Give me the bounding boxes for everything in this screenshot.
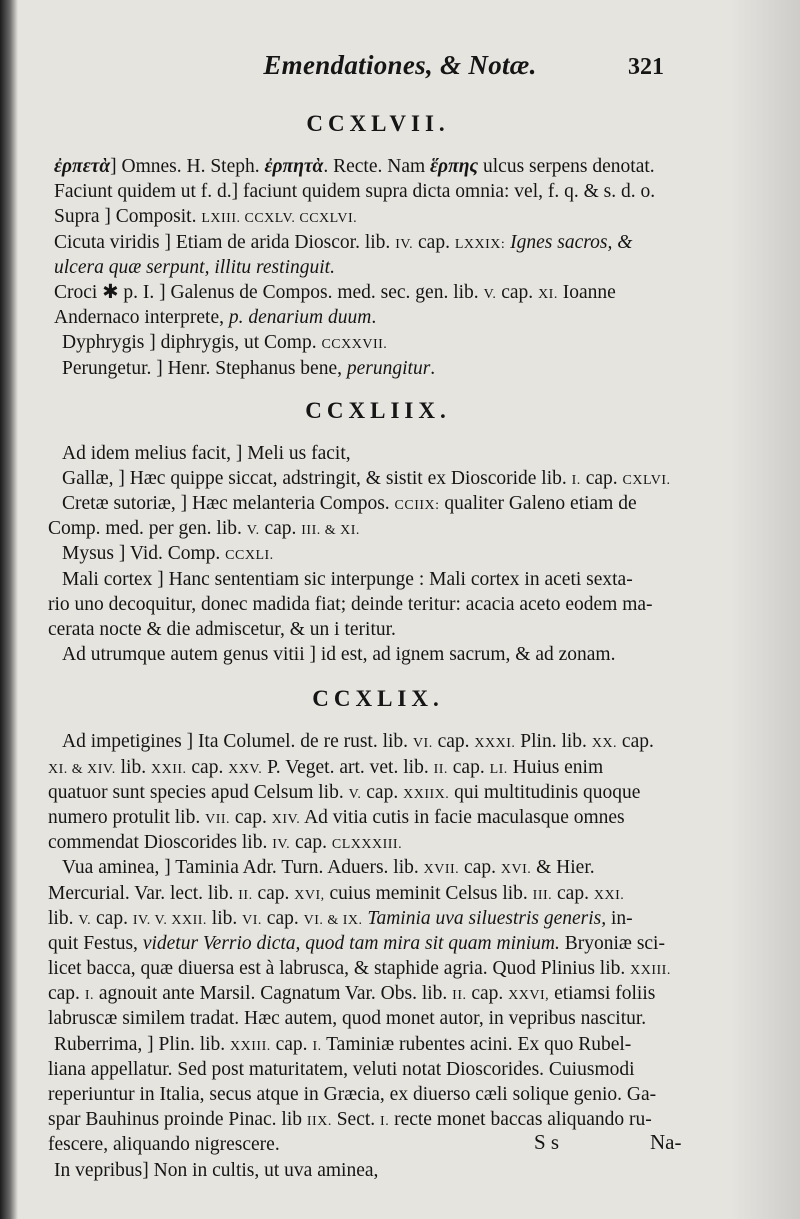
text-run: lib. [206, 907, 243, 929]
text-run: qualiter Galeno etiam de [439, 493, 637, 515]
text-line [48, 466, 708, 491]
text-run: Huius enim [507, 756, 604, 778]
greek-word: ἕρπης [430, 156, 479, 177]
page-footer [0, 1130, 800, 1160]
text-line [48, 441, 708, 466]
text-run: labruscæ similem tradat. Hæc autem, quod monet autor, in vepribus nascitur. [48, 1008, 647, 1030]
text-run: Mali cortex ] Hanc sententiam sic interpunge : Mali cortex in aceti sexta- [62, 568, 633, 590]
text-run: recte monet baccas aliquando ru- [389, 1109, 652, 1131]
text-line [48, 179, 708, 204]
text-run: P. Veget. art. vet. lib. [262, 756, 434, 778]
roman-numeral: XVI, [294, 887, 325, 903]
text-run: cap. [252, 882, 295, 904]
text-line [48, 1057, 708, 1082]
text-run: quatuor sunt species apud Celsum lib. [48, 781, 349, 803]
text-run: In vepribus] Non in cultis, ut uva aminea, [54, 1159, 379, 1181]
text-line [48, 881, 708, 906]
roman-numeral: CCIIX: [394, 498, 440, 514]
roman-numeral: II. [238, 887, 253, 903]
text-run: Taminiæ rubentes acini. Ex quo Rubel- [321, 1033, 632, 1055]
roman-numeral: LXXIX: [454, 236, 506, 252]
roman-numeral: XXIII. [630, 963, 671, 979]
running-head: Emendationes, & Notæ. [263, 50, 537, 80]
roman-numeral: XIV. [271, 811, 301, 827]
text-run: reperiuntur in Italia, secus atque in Græcia, ex diuerso cæli solique genio. Ga- [48, 1084, 657, 1105]
italic-text: p. denarium duum [228, 307, 372, 329]
text-run: Ad vitia cutis in facie maculasque omnes [300, 806, 625, 828]
text-run: cap. [230, 806, 272, 828]
roman-numeral: CXLVI. [622, 472, 671, 488]
text-run: cuius meminit Celsus lib. [324, 882, 533, 904]
text-line [48, 956, 708, 981]
text-line [48, 1006, 708, 1031]
text-run: Mysus ] Vid. Comp. [62, 543, 226, 565]
text-run: Ruberrima, ] Plin. lib. [54, 1033, 231, 1055]
roman-numeral: IV. [395, 236, 414, 252]
text-run: spar Bauhinus proinde Pinac. lib [48, 1109, 307, 1131]
text-run: quit Festus, [48, 932, 143, 954]
text-run: Ad utrumque autem genus vitii ] id est, ad ignem sacrum, & ad zonam. [62, 644, 616, 666]
text-line [48, 729, 708, 754]
text-run: Vua aminea, ] Taminia Adr. Turn. Aduers. lib. [62, 857, 424, 879]
roman-numeral: XVI. [500, 862, 532, 878]
text-run: cap. [413, 231, 455, 253]
text-run: fescere, aliquando nigrescere. [48, 1134, 280, 1156]
roman-numeral: XI. & XIV. [48, 761, 116, 777]
catchword: Na- [650, 1130, 682, 1154]
roman-numeral: LXIII. CCXLV. CCXLVI. [201, 211, 358, 227]
text-run: Perungetur. ] Henr. Stephanus bene, [62, 357, 347, 379]
roman-numeral: XXI. [593, 887, 625, 903]
roman-numeral: I. [312, 1038, 322, 1054]
text-run: rio uno decoquitur, donec madida fiat; deinde teritur: acacia aceto eodem ma- [48, 593, 653, 615]
roman-numeral: I. [380, 1114, 390, 1130]
text-line [48, 230, 708, 255]
text-line [48, 516, 708, 541]
text-run: Andernaco interprete, [54, 307, 229, 329]
roman-numeral: CCXXVII. [321, 337, 388, 353]
text-line [48, 204, 708, 229]
text-run: qui multitudinis quoque [449, 781, 641, 803]
text-line [48, 491, 708, 516]
roman-numeral: VII. [205, 811, 231, 827]
text-run: cap. [48, 983, 85, 1005]
text-run: cap. [290, 832, 332, 854]
text-line [48, 830, 708, 855]
section-1 [48, 104, 708, 381]
roman-numeral: V. [78, 912, 92, 928]
text-run: & Hier. [531, 857, 595, 879]
roman-numeral: XI. [538, 286, 558, 302]
roman-numeral: V. [246, 523, 260, 539]
text-run: Plin. lib. [515, 731, 592, 753]
roman-numeral: CLXXXIII. [331, 837, 403, 853]
text-run: cap. [186, 756, 229, 778]
text-line [48, 1107, 708, 1132]
italic-text: videtur Verrio dicta, quod tam mira sit quam minium. [142, 932, 560, 954]
text-line [48, 1032, 708, 1057]
roman-numeral: II. [452, 988, 467, 1004]
section-2 [48, 391, 708, 668]
text-run: etiamsi foliis [549, 983, 656, 1005]
text-line [48, 805, 708, 830]
page-body [48, 100, 708, 1183]
section-heading: CCXLIIX. [305, 397, 451, 423]
text-run: cap. [259, 518, 302, 540]
text-run: cap. [432, 731, 475, 753]
text-line [48, 780, 708, 805]
italic-text: Ignes sacros, & [510, 231, 633, 253]
roman-numeral: IV. [272, 837, 291, 853]
roman-numeral: XXXI. [474, 736, 516, 752]
text-line [48, 642, 708, 667]
text-line [48, 255, 708, 280]
text-run: numero protulit lib. [48, 806, 206, 828]
text-line [48, 1158, 708, 1183]
text-run: Supra ] Composit. [54, 206, 202, 228]
text-run: cap. [580, 467, 623, 489]
text-line [48, 617, 708, 642]
text-run: cap. [466, 983, 509, 1005]
page-header [0, 50, 800, 90]
text-line [48, 931, 708, 956]
text-run: licet bacca, quæ diuersa est à labrusca, & staphide agria. Quod Plinius lib. [48, 958, 631, 980]
text-line [48, 567, 708, 592]
roman-numeral: LI. [489, 761, 508, 777]
section-heading: CCXLVII. [306, 111, 450, 136]
roman-numeral: V. [483, 286, 497, 302]
text-run: cerata nocte & die admiscetur, & un i teritur. [48, 619, 396, 640]
italic-text: ulcera quæ serpunt, illitu restinguit. [54, 256, 335, 278]
roman-numeral: IIX. [306, 1114, 332, 1130]
page-number: 321 [628, 54, 664, 80]
text-line [48, 592, 708, 617]
text-line [48, 541, 708, 566]
roman-numeral: II. [433, 761, 448, 777]
text-run: Cicuta viridis ] Etiam de arida Dioscor. lib. [54, 231, 396, 253]
text-run: liana appellatur. Sed post maturitatem, veluti notat Dioscorides. Cuiusmodi [48, 1058, 635, 1080]
text-run: Cretæ sutoriæ, ] Hæc melanteria Compos. [62, 493, 395, 515]
text-run: cap. [552, 882, 594, 904]
text-run: Bryoniæ sci- [559, 932, 665, 954]
italic-text: Taminia uva siluestris generis, [367, 907, 607, 929]
text-line [48, 330, 708, 355]
text-run: Croci ✱ p. I. ] Galenus de Compos. med. sec. gen. lib. [54, 281, 484, 303]
roman-numeral: I. [571, 472, 581, 488]
text-run: in- [606, 907, 633, 929]
roman-numeral: XXV. [228, 761, 263, 777]
text-run: agnouit ante Marsil. Cagnatum Var. Obs. lib. [93, 983, 453, 1005]
text-line [48, 154, 708, 179]
text-run: Faciunt quidem ut f. d.] faciunt quidem supra dicta omnia: vel, f. q. & s. d. o. [54, 181, 656, 203]
text-run: cap. [270, 1033, 313, 1055]
roman-numeral: XXIIX. [403, 786, 450, 802]
text-line [48, 855, 708, 880]
text-run: Comp. med. per gen. lib. [48, 518, 247, 540]
roman-numeral: I. [84, 988, 94, 1004]
text-run: commendat Dioscorides lib. [48, 832, 273, 854]
text-run: Ad idem melius facit, ] Meli us facit, [62, 442, 351, 464]
text-line [48, 356, 708, 381]
roman-numeral: CCXLI. [225, 548, 274, 564]
text-run: . [430, 357, 436, 379]
roman-numeral: VI. [242, 912, 262, 928]
text-run: Mercurial. Var. lect. lib. [48, 882, 239, 904]
text-run: ulcus serpens denotat. [478, 156, 655, 177]
text-run: Sect. [331, 1109, 381, 1131]
roman-numeral: III. & XI. [301, 523, 360, 539]
roman-numeral: IV. V. XXII. [132, 912, 207, 928]
signature-mark: S s [534, 1130, 560, 1154]
text-line [48, 1082, 708, 1107]
roman-numeral: VI. & IX. [303, 912, 363, 928]
text-run: cap. [447, 756, 490, 778]
roman-numeral: VI. [412, 736, 433, 752]
section-heading: CCXLIX. [312, 686, 444, 712]
section-3 [48, 679, 708, 1182]
greek-word: ἐρπητὰ [264, 156, 324, 177]
text-run: Dyphrygis ] diphrygis, ut Comp. [62, 332, 322, 354]
roman-numeral: XVII. [423, 862, 460, 878]
greek-word: ἐρπετὰ [54, 156, 111, 177]
text-run: cap. [459, 857, 501, 879]
text-run: cap. [617, 731, 654, 753]
text-line [48, 305, 708, 330]
text-run: cap. [261, 907, 304, 929]
roman-numeral: XXII. [150, 761, 187, 777]
text-run: cap. [91, 907, 133, 929]
text-run: . [371, 307, 377, 329]
text-line [48, 906, 708, 931]
roman-numeral: V. [348, 786, 362, 802]
text-line [48, 755, 708, 780]
text-line [48, 280, 708, 305]
text-line [48, 981, 708, 1006]
text-run: . Recte. Nam [323, 156, 431, 177]
text-run: lib. [115, 756, 151, 778]
roman-numeral: XXIII. [230, 1038, 271, 1054]
italic-text: perungitur [346, 357, 431, 379]
text-run: lib. [48, 907, 79, 929]
roman-numeral: XXVI, [508, 988, 550, 1004]
roman-numeral: XX. [591, 736, 618, 752]
text-run: ] Omnes. H. Steph. [110, 156, 265, 177]
text-run: Ad impetigines ] Ita Columel. de re rust. lib. [62, 731, 413, 753]
text-run: Gallæ, ] Hæc quippe siccat, adstringit, & sistit ex Dioscoride lib. [62, 467, 572, 489]
text-run: cap. [361, 781, 404, 803]
roman-numeral: III. [532, 887, 553, 903]
text-run: cap. [496, 281, 539, 303]
text-run: Ioanne [557, 281, 616, 303]
